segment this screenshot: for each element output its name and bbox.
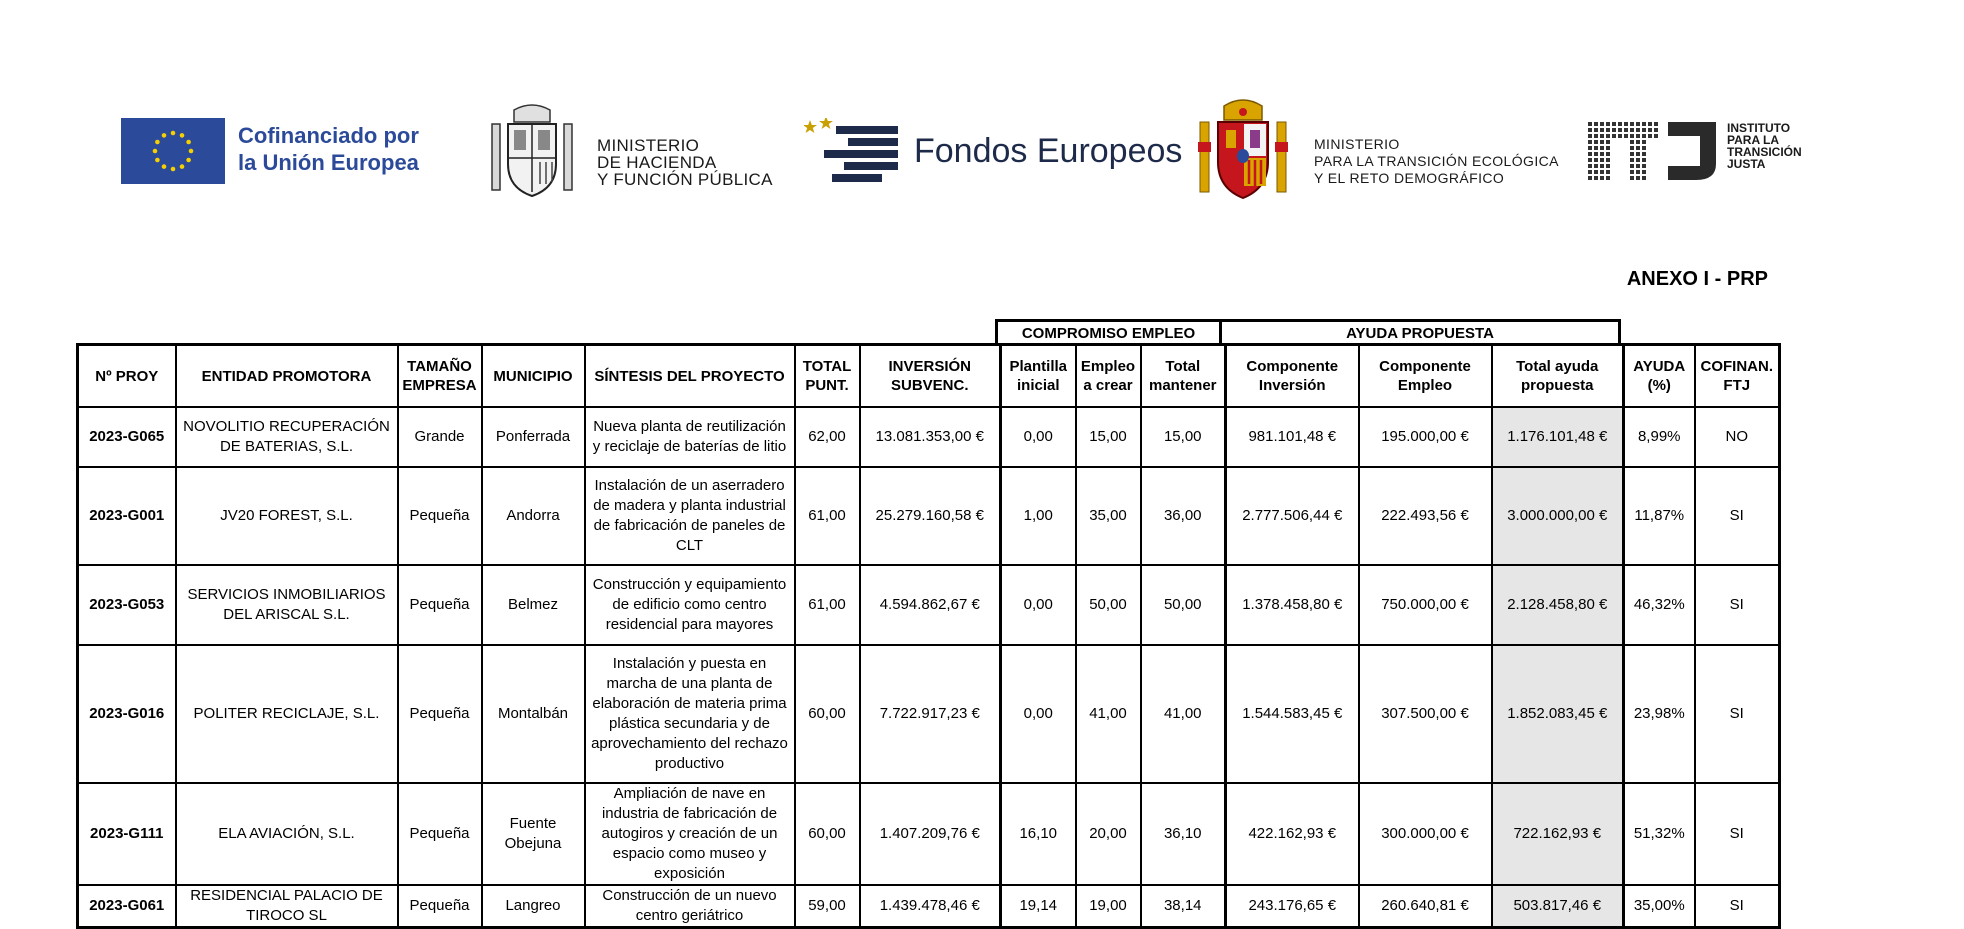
cell-municipio: Belmez: [482, 565, 585, 645]
eu-cofinanciado-text: Cofinanciado por la Unión Europea: [238, 123, 419, 175]
cell-total: 61,00: [795, 467, 860, 565]
cell-comp-inv: 2.777.506,44 €: [1226, 467, 1359, 565]
cell-entidad: POLITER RECICLAJE, S.L.: [176, 645, 398, 783]
spain-crest-color-icon: [1194, 98, 1292, 202]
cell-tamano: Pequeña: [398, 783, 482, 885]
cell-ayuda-pct: 8,99%: [1624, 407, 1695, 467]
table-row: [78, 407, 1780, 467]
col-header-cofinan: COFINAN. FTJ: [1695, 345, 1780, 408]
projects-table: [76, 343, 1781, 929]
cell-plantilla: 16,10: [1001, 783, 1076, 885]
cell-comp-emp: 300.000,00 €: [1359, 783, 1492, 885]
cell-sintesis: Ampliación de nave en industria de fabricación de autogiros y creación de un espacio como museo y exposición: [585, 783, 795, 885]
ministerio-transicion-text: MINISTERIO PARA LA TRANSICIÓN ECOLÓGICA Y EL RETO DEMOGRÁFICO: [1314, 136, 1559, 186]
col-header-ayuda-pct: AYUDA (%): [1624, 345, 1695, 408]
cell-plantilla: 0,00: [1001, 407, 1076, 467]
cell-municipio: Ponferrada: [482, 407, 585, 467]
cell-entidad: NOVOLITIO RECUPERACIÓN DE BATERIAS, S.L.: [176, 407, 398, 467]
logo-band: [0, 0, 1964, 230]
col-header-componente-empleo: Componente Empleo: [1359, 345, 1492, 408]
cell-total-ayuda: 3.000.000,00 €: [1492, 467, 1624, 565]
cell-proy: 2023-G016: [78, 645, 176, 783]
col-header-componente-inversion: Componente Inversión: [1226, 345, 1359, 408]
cell-mantener: 36,00: [1141, 467, 1226, 565]
cell-inversion: 1.407.209,76 €: [860, 783, 1001, 885]
cell-proy: 2023-G061: [78, 885, 176, 928]
table-row: [78, 467, 1780, 565]
table-row: [78, 783, 1780, 885]
cell-inversion: 4.594.862,67 €: [860, 565, 1001, 645]
cell-entidad: JV20 FOREST, S.L.: [176, 467, 398, 565]
cell-ayuda-pct: 35,00%: [1624, 885, 1695, 928]
col-header-total-ayuda: Total ayuda propuesta: [1492, 345, 1624, 408]
col-header-entidad: ENTIDAD PROMOTORA: [176, 345, 398, 408]
cell-total: 62,00: [795, 407, 860, 467]
cell-tamano: Pequeña: [398, 467, 482, 565]
annex-title: ANEXO I - PRP: [1626, 268, 1768, 290]
cell-entidad: ELA AVIACIÓN, S.L.: [176, 783, 398, 885]
cell-proy: 2023-G053: [78, 565, 176, 645]
cell-comp-inv: 981.101,48 €: [1226, 407, 1359, 467]
cell-total: 61,00: [795, 565, 860, 645]
cell-empleo: 50,00: [1076, 565, 1141, 645]
cell-total-ayuda: 722.162,93 €: [1492, 783, 1624, 885]
col-header-total-mantener: Total mantener: [1141, 345, 1226, 408]
cell-comp-emp: 195.000,00 €: [1359, 407, 1492, 467]
cell-ayuda-pct: 51,32%: [1624, 783, 1695, 885]
cell-plantilla: 0,00: [1001, 645, 1076, 783]
cell-sintesis: Construcción y equipamiento de edificio como centro residencial para mayores: [585, 565, 795, 645]
cell-total-ayuda: 503.817,46 €: [1492, 885, 1624, 928]
group-header-compromiso-empleo: COMPROMISO EMPLEO: [995, 319, 1222, 343]
col-header-inversion: INVERSIÓN SUBVENC.: [860, 345, 1001, 408]
cell-plantilla: 0,00: [1001, 565, 1076, 645]
table-row: [78, 885, 1780, 928]
eu-flag-icon: [121, 118, 225, 184]
cell-cofinan: SI: [1695, 565, 1780, 645]
cell-empleo: 20,00: [1076, 783, 1141, 885]
cell-inversion: 25.279.160,58 €: [860, 467, 1001, 565]
cell-cofinan: SI: [1695, 467, 1780, 565]
cell-tamano: Pequeña: [398, 645, 482, 783]
cell-inversion: 1.439.478,46 €: [860, 885, 1001, 928]
cell-municipio: Fuente Obejuna: [482, 783, 585, 885]
group-header-ayuda-propuesta: AYUDA PROPUESTA: [1219, 319, 1621, 343]
cell-cofinan: SI: [1695, 645, 1780, 783]
table-row: [78, 645, 1780, 783]
spain-crest-icon: [484, 102, 580, 200]
fondos-europeos-icon: [804, 118, 900, 182]
col-header-total-punt: TOTAL PUNT.: [795, 345, 860, 408]
col-header-proy: Nº PROY: [78, 345, 176, 408]
cell-plantilla: 1,00: [1001, 467, 1076, 565]
itj-dot-logo-icon: [1588, 122, 1718, 182]
cell-tamano: Grande: [398, 407, 482, 467]
cell-municipio: Andorra: [482, 467, 585, 565]
cell-municipio: Langreo: [482, 885, 585, 928]
cell-inversion: 7.722.917,23 €: [860, 645, 1001, 783]
col-header-empleo-crear: Empleo a crear: [1076, 345, 1141, 408]
cell-cofinan: NO: [1695, 407, 1780, 467]
cell-proy: 2023-G111: [78, 783, 176, 885]
cell-empleo: 41,00: [1076, 645, 1141, 783]
header-row: [78, 345, 1780, 408]
cell-ayuda-pct: 46,32%: [1624, 565, 1695, 645]
cell-entidad: SERVICIOS INMOBILIARIOS DEL ARISCAL S.L.: [176, 565, 398, 645]
cell-empleo: 35,00: [1076, 467, 1141, 565]
table-row: [78, 565, 1780, 645]
cell-inversion: 13.081.353,00 €: [860, 407, 1001, 467]
col-header-municipio: MUNICIPIO: [482, 345, 585, 408]
cell-ayuda-pct: 11,87%: [1624, 467, 1695, 565]
cell-mantener: 41,00: [1141, 645, 1226, 783]
col-header-plantilla: Plantilla inicial: [1001, 345, 1076, 408]
cell-mantener: 38,14: [1141, 885, 1226, 928]
cell-entidad: RESIDENCIAL PALACIO DE TIROCO SL: [176, 885, 398, 928]
cell-sintesis: Construcción de un nuevo centro geriátrico: [585, 885, 795, 928]
cell-mantener: 50,00: [1141, 565, 1226, 645]
cell-proy: 2023-G001: [78, 467, 176, 565]
cell-tamano: Pequeña: [398, 885, 482, 928]
ministerio-hacienda-text: MINISTERIO DE HACIENDA Y FUNCIÓN PÚBLICA: [597, 136, 773, 189]
cell-comp-emp: 750.000,00 €: [1359, 565, 1492, 645]
itj-text: INSTITUTO PARA LA TRANSICIÓN JUSTA: [1727, 121, 1802, 171]
cell-cofinan: SI: [1695, 783, 1780, 885]
cell-comp-inv: 1.378.458,80 €: [1226, 565, 1359, 645]
cell-municipio: Montalbán: [482, 645, 585, 783]
cell-plantilla: 19,14: [1001, 885, 1076, 928]
cell-comp-emp: 307.500,00 €: [1359, 645, 1492, 783]
fondos-europeos-text: Fondos Europeos: [914, 132, 1183, 170]
cell-sintesis: Instalación de un aserradero de madera y planta industrial de fabricación de paneles de CLT: [585, 467, 795, 565]
cell-total-ayuda: 1.852.083,45 €: [1492, 645, 1624, 783]
cell-total: 60,00: [795, 783, 860, 885]
cell-empleo: 15,00: [1076, 407, 1141, 467]
cell-total-ayuda: 2.128.458,80 €: [1492, 565, 1624, 645]
cell-comp-inv: 422.162,93 €: [1226, 783, 1359, 885]
cell-proy: 2023-G065: [78, 407, 176, 467]
cell-total-ayuda: 1.176.101,48 €: [1492, 407, 1624, 467]
cell-sintesis: Instalación y puesta en marcha de una planta de elaboración de materia prima plástica secundaria y de aprovechamiento del rechazo productivo: [585, 645, 795, 783]
cell-cofinan: SI: [1695, 885, 1780, 928]
cell-comp-inv: 1.544.583,45 €: [1226, 645, 1359, 783]
cell-comp-emp: 260.640,81 €: [1359, 885, 1492, 928]
col-header-sintesis: SÍNTESIS DEL PROYECTO: [585, 345, 795, 408]
cell-comp-emp: 222.493,56 €: [1359, 467, 1492, 565]
cell-mantener: 36,10: [1141, 783, 1226, 885]
cell-sintesis: Nueva planta de reutilización y reciclaje de baterías de litio: [585, 407, 795, 467]
cell-total: 60,00: [795, 645, 860, 783]
cell-ayuda-pct: 23,98%: [1624, 645, 1695, 783]
cell-mantener: 15,00: [1141, 407, 1226, 467]
col-header-tamano: TAMAÑO EMPRESA: [398, 345, 482, 408]
cell-total: 59,00: [795, 885, 860, 928]
cell-empleo: 19,00: [1076, 885, 1141, 928]
cell-comp-inv: 243.176,65 €: [1226, 885, 1359, 928]
cell-tamano: Pequeña: [398, 565, 482, 645]
